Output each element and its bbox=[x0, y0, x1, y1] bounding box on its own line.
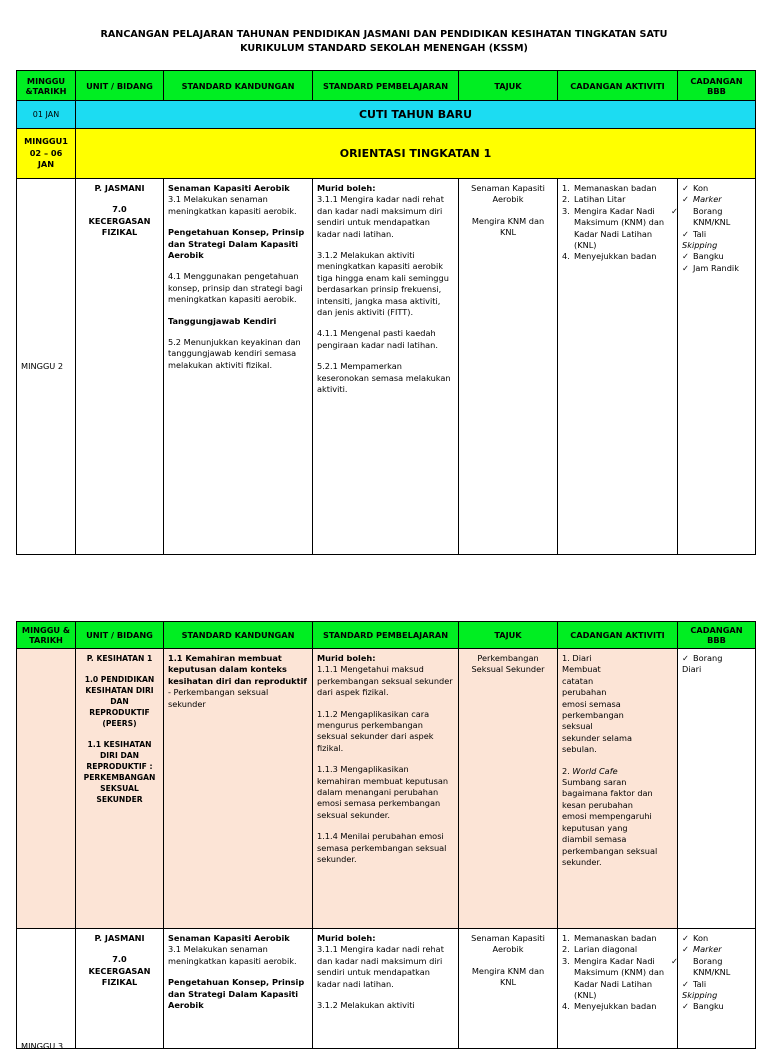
activity-list bbox=[562, 933, 673, 1013]
sp-item-1: 1.1.1 Mengetahui maksud perkembangan seksual sekunder dari aspek fizikal. bbox=[317, 664, 453, 698]
tajuk-cell bbox=[459, 649, 558, 929]
bbb-list bbox=[682, 653, 751, 676]
tajuk-1: Senaman Kapasiti Aerobik bbox=[471, 933, 545, 955]
tajuk-cell bbox=[459, 179, 558, 555]
holiday-label: CUTI TAHUN BARU bbox=[76, 101, 756, 129]
sp-item-1: 3.1.1 Mengira kadar nadi rehat dan kadar nadi maksimum diri sendiri untuk mendapatkan kadar nadi latihan. bbox=[317, 944, 444, 989]
activity-item: 3. Mengira Kadar Nadi Maksimum (KNM) dan Kadar Nadi Latihan (KNL) bbox=[562, 205, 665, 251]
header-standard-pembelajaran: STANDARD PEMBELAJARAN bbox=[313, 71, 459, 101]
week-label: MINGGU 3 bbox=[17, 929, 76, 1049]
sp-item-2: 3.1.2 Melakukan aktiviti bbox=[317, 1000, 415, 1011]
header-tajuk: TAJUK bbox=[459, 622, 558, 649]
sk-text-1: 3.1 Melakukan senaman meningkatkan kapasiti aerobik. bbox=[168, 944, 297, 966]
unit-name: P. JASMANI bbox=[94, 933, 145, 943]
orientation-row bbox=[17, 129, 756, 179]
bbb-item-continuation: Skipping bbox=[682, 990, 718, 1001]
bbb-item: ✓ Borang bbox=[682, 653, 723, 663]
sk-text-1: - Perkembangan seksual sekunder bbox=[168, 687, 269, 709]
bbb-item: ✓ Tali bbox=[682, 978, 707, 989]
activity-2-title: 2. World Cafe bbox=[562, 765, 618, 776]
sp-intro: Murid boleh: bbox=[317, 183, 376, 193]
standard-kandungan-cell bbox=[164, 649, 313, 929]
bbb-item: ✓ Borang KNM/KNL bbox=[671, 955, 731, 978]
activity-item: 2. Latihan Litar bbox=[562, 194, 626, 205]
header-cadangan-aktiviti: CADANGAN AKTIVITI bbox=[558, 622, 678, 649]
check-icon: ✓ bbox=[682, 978, 689, 989]
tajuk-2: Mengira KNM dan KNL bbox=[471, 215, 545, 238]
aktiviti-cell bbox=[558, 649, 678, 929]
aktiviti-cell bbox=[558, 179, 678, 555]
week-label: MINGGU 2 bbox=[17, 179, 76, 555]
activity-item: 1. Memanaskan badan bbox=[562, 183, 657, 193]
activity-1-title: 1. Diari bbox=[562, 653, 592, 663]
check-icon: ✓ bbox=[682, 262, 689, 273]
sk-heading-2: Pengetahuan Konsep, Prinsip dan Strategi Dalam Kapasiti Aerobik bbox=[168, 227, 305, 261]
unit-cell bbox=[76, 649, 164, 929]
activity-2-text: Sumbang saran bagaimana faktor dan kesan perubahan emosi mempengaruhi keputusan yang diambil semasa perkembangan seksual sekunder. bbox=[562, 777, 658, 867]
header-cadangan-bbb: CADANGAN BBB bbox=[678, 622, 756, 649]
check-icon: ✓ bbox=[671, 955, 678, 966]
sk-heading-3: Tanggungjawab Kendiri bbox=[168, 315, 277, 326]
unit-cell bbox=[76, 179, 164, 555]
unit-name: P. JASMANI bbox=[94, 183, 145, 193]
activity-item: 4. Menyejukkan badan bbox=[562, 1001, 657, 1012]
check-icon: ✓ bbox=[682, 1001, 689, 1012]
bbb-item: ✓ Kon bbox=[682, 183, 709, 193]
tajuk-1: Perkembangan Seksual Sekunder bbox=[471, 653, 545, 675]
header-minggu: MINGGU & TARIKH bbox=[17, 622, 76, 649]
bbb-item: ✓ Marker bbox=[682, 194, 722, 205]
orientation-label: ORIENTASI TINGKATAN 1 bbox=[76, 129, 756, 179]
holiday-row bbox=[17, 101, 756, 129]
lesson-plan-table-1 bbox=[16, 70, 756, 555]
sp-item-4: 1.1.4 Menilai perubahan emosi semasa perkembangan seksual sekunder. bbox=[317, 831, 447, 865]
bbb-item: ✓ Borang KNM/KNL bbox=[671, 205, 731, 228]
bbb-cell bbox=[671, 929, 756, 1049]
lesson-plan-table-2 bbox=[16, 621, 756, 1049]
activity-item: 1. Memanaskan badan bbox=[562, 933, 657, 943]
check-icon: ✓ bbox=[682, 251, 689, 262]
bbb-cell bbox=[671, 179, 756, 555]
unit-name: P. KESIHATAN 1 bbox=[86, 654, 153, 663]
tajuk-cell bbox=[459, 929, 558, 1049]
bbb-item: ✓ Jam Randik bbox=[682, 262, 739, 273]
sk-text-1: 3.1 Melakukan senaman meningkatkan kapasiti aerobik. bbox=[168, 194, 297, 216]
header-row bbox=[17, 622, 756, 649]
unit-area: 7.0 KECERGASAN FIZIKAL bbox=[88, 204, 151, 238]
header-cadangan-aktiviti: CADANGAN AKTIVITI bbox=[558, 71, 678, 101]
document-title bbox=[0, 28, 768, 56]
orientation-date: MINGGU1 02 – 06 JAN bbox=[17, 129, 76, 179]
sp-item-2: 1.1.2 Mengaplikasikan cara mengurus perkembangan seksual sekunder dari aspek fizikal. bbox=[317, 708, 434, 753]
health-row bbox=[17, 649, 756, 929]
bbb-item: ✓ Bangku bbox=[682, 251, 724, 262]
sp-item-2: 3.1.2 Melakukan aktiviti meningkatkan kapasiti aerobik tiga hingga enam kali seminggu berdasarkan prinsip frekuensi, intensiti, jangka masa aktiviti, dan jenis aktiviti (FITT). bbox=[317, 250, 449, 318]
sk-heading-1: Senaman Kapasiti Aerobik bbox=[168, 183, 290, 193]
standard-pembelajaran-cell bbox=[313, 649, 459, 929]
tajuk-2: Mengira KNM dan KNL bbox=[471, 965, 545, 988]
bbb-item-continuation: Diari bbox=[682, 664, 702, 675]
activity-list bbox=[562, 183, 673, 263]
activity-item: 4. Menyejukkan badan bbox=[562, 251, 657, 262]
bbb-item: ✓ Kon bbox=[682, 933, 709, 943]
header-unit: UNIT / BIDANG bbox=[76, 71, 164, 101]
tajuk-1: Senaman Kapasiti Aerobik bbox=[471, 183, 545, 205]
bbb-item-continuation: Skipping bbox=[682, 240, 718, 251]
sk-text-2: 4.1 Menggunakan pengetahuan konsep, prinsip dan strategi bagi meningkatkan kapasiti aerobik. bbox=[168, 271, 303, 305]
aktiviti-cell bbox=[558, 929, 678, 1049]
sk-heading-1: Senaman Kapasiti Aerobik bbox=[168, 933, 290, 943]
header-standard-kandungan: STANDARD KANDUNGAN bbox=[164, 622, 313, 649]
title-line-1: RANCANGAN PELAJARAN TAHUNAN PENDIDIKAN JASMANI DAN PENDIDIKAN KESIHATAN TINGKATAN SATU bbox=[100, 29, 668, 40]
sp-item-4: 5.2.1 Mempamerkan keseronokan semasa melakukan aktiviti. bbox=[317, 361, 451, 395]
week-3-row bbox=[17, 929, 756, 1049]
header-standard-pembelajaran: STANDARD PEMBELAJARAN bbox=[313, 622, 459, 649]
header-standard-kandungan: STANDARD KANDUNGAN bbox=[164, 71, 313, 101]
unit-area: 1.0 PENDIDIKAN KESIHATAN DIRI DAN REPRODUKTIF (PEERS) bbox=[84, 675, 155, 728]
header-minggu: MINGGU &TARIKH bbox=[17, 71, 76, 101]
sk-heading-2: Pengetahuan Konsep, Prinsip dan Strategi Dalam Kapasiti Aerobik bbox=[168, 977, 305, 1011]
standard-pembelajaran-cell bbox=[313, 179, 459, 555]
header-tajuk: TAJUK bbox=[459, 71, 558, 101]
bbb-list bbox=[671, 933, 751, 1013]
unit-cell bbox=[76, 929, 164, 1049]
check-icon: ✓ bbox=[682, 183, 689, 193]
check-icon: ✓ bbox=[682, 228, 689, 239]
standard-pembelajaran-cell bbox=[313, 929, 459, 1049]
standard-kandungan-cell bbox=[164, 929, 313, 1049]
holiday-date: 01 JAN bbox=[17, 101, 76, 129]
sp-item-3: 4.1.1 Mengenal pasti kaedah pengiraan kadar nadi latihan. bbox=[317, 328, 438, 350]
sk-text-3: 5.2 Menunjukkan keyakinan dan tanggungjawab kendiri semasa melakukan aktiviti fizikal. bbox=[168, 337, 301, 370]
activity-1-text: Membuat catatan perubahan emosi semasa perkembangan seksual sekunder selama sebulan. bbox=[562, 664, 632, 755]
bbb-item: ✓ Tali bbox=[682, 228, 707, 239]
sp-item-3: 1.1.3 Mengaplikasikan kemahiran membuat keputusan dalam menangani perubahan emosi semasa perkembangan seksual sekunder. bbox=[317, 764, 449, 820]
unit-area: 7.0 KECERGASAN FIZIKAL bbox=[88, 954, 151, 988]
bbb-cell bbox=[678, 649, 756, 929]
activity-item: 3. Mengira Kadar Nadi Maksimum (KNM) dan Kadar Nadi Latihan (KNL) bbox=[562, 955, 665, 1001]
unit-subarea: 1.1 KESIHATAN DIRI DAN REPRODUKTIF : PERKEMBANGAN SEKSUAL SEKUNDER bbox=[83, 740, 156, 804]
check-icon: ✓ bbox=[682, 944, 689, 955]
week-label bbox=[17, 649, 76, 929]
header-unit: UNIT / BIDANG bbox=[76, 622, 164, 649]
sp-intro: Murid boleh: bbox=[317, 653, 376, 663]
check-icon: ✓ bbox=[682, 933, 689, 943]
title-line-2: KURIKULUM STANDARD SEKOLAH MENENGAH (KSSM) bbox=[240, 43, 528, 54]
sp-item-1: 3.1.1 Mengira kadar nadi rehat dan kadar nadi maksimum diri sendiri untuk mendapatkan kadar nadi latihan. bbox=[317, 194, 444, 239]
header-cadangan-bbb: CADANGAN BBB bbox=[678, 71, 756, 101]
header-row bbox=[17, 71, 756, 101]
sk-heading-1: 1.1 Kemahiran membuat keputusan dalam konteks kesihatan diri dan reproduktif bbox=[168, 653, 307, 686]
bbb-list bbox=[671, 183, 751, 274]
standard-kandungan-cell bbox=[164, 179, 313, 555]
bbb-item: ✓ Marker bbox=[682, 944, 722, 955]
sp-intro: Murid boleh: bbox=[317, 933, 376, 943]
week-2-row bbox=[17, 179, 756, 555]
check-icon: ✓ bbox=[682, 194, 689, 205]
bbb-item: ✓ Bangku bbox=[682, 1001, 724, 1012]
activity-item: 2. Larian diagonal bbox=[562, 944, 638, 955]
check-icon: ✓ bbox=[671, 205, 678, 216]
check-icon: ✓ bbox=[682, 653, 689, 663]
